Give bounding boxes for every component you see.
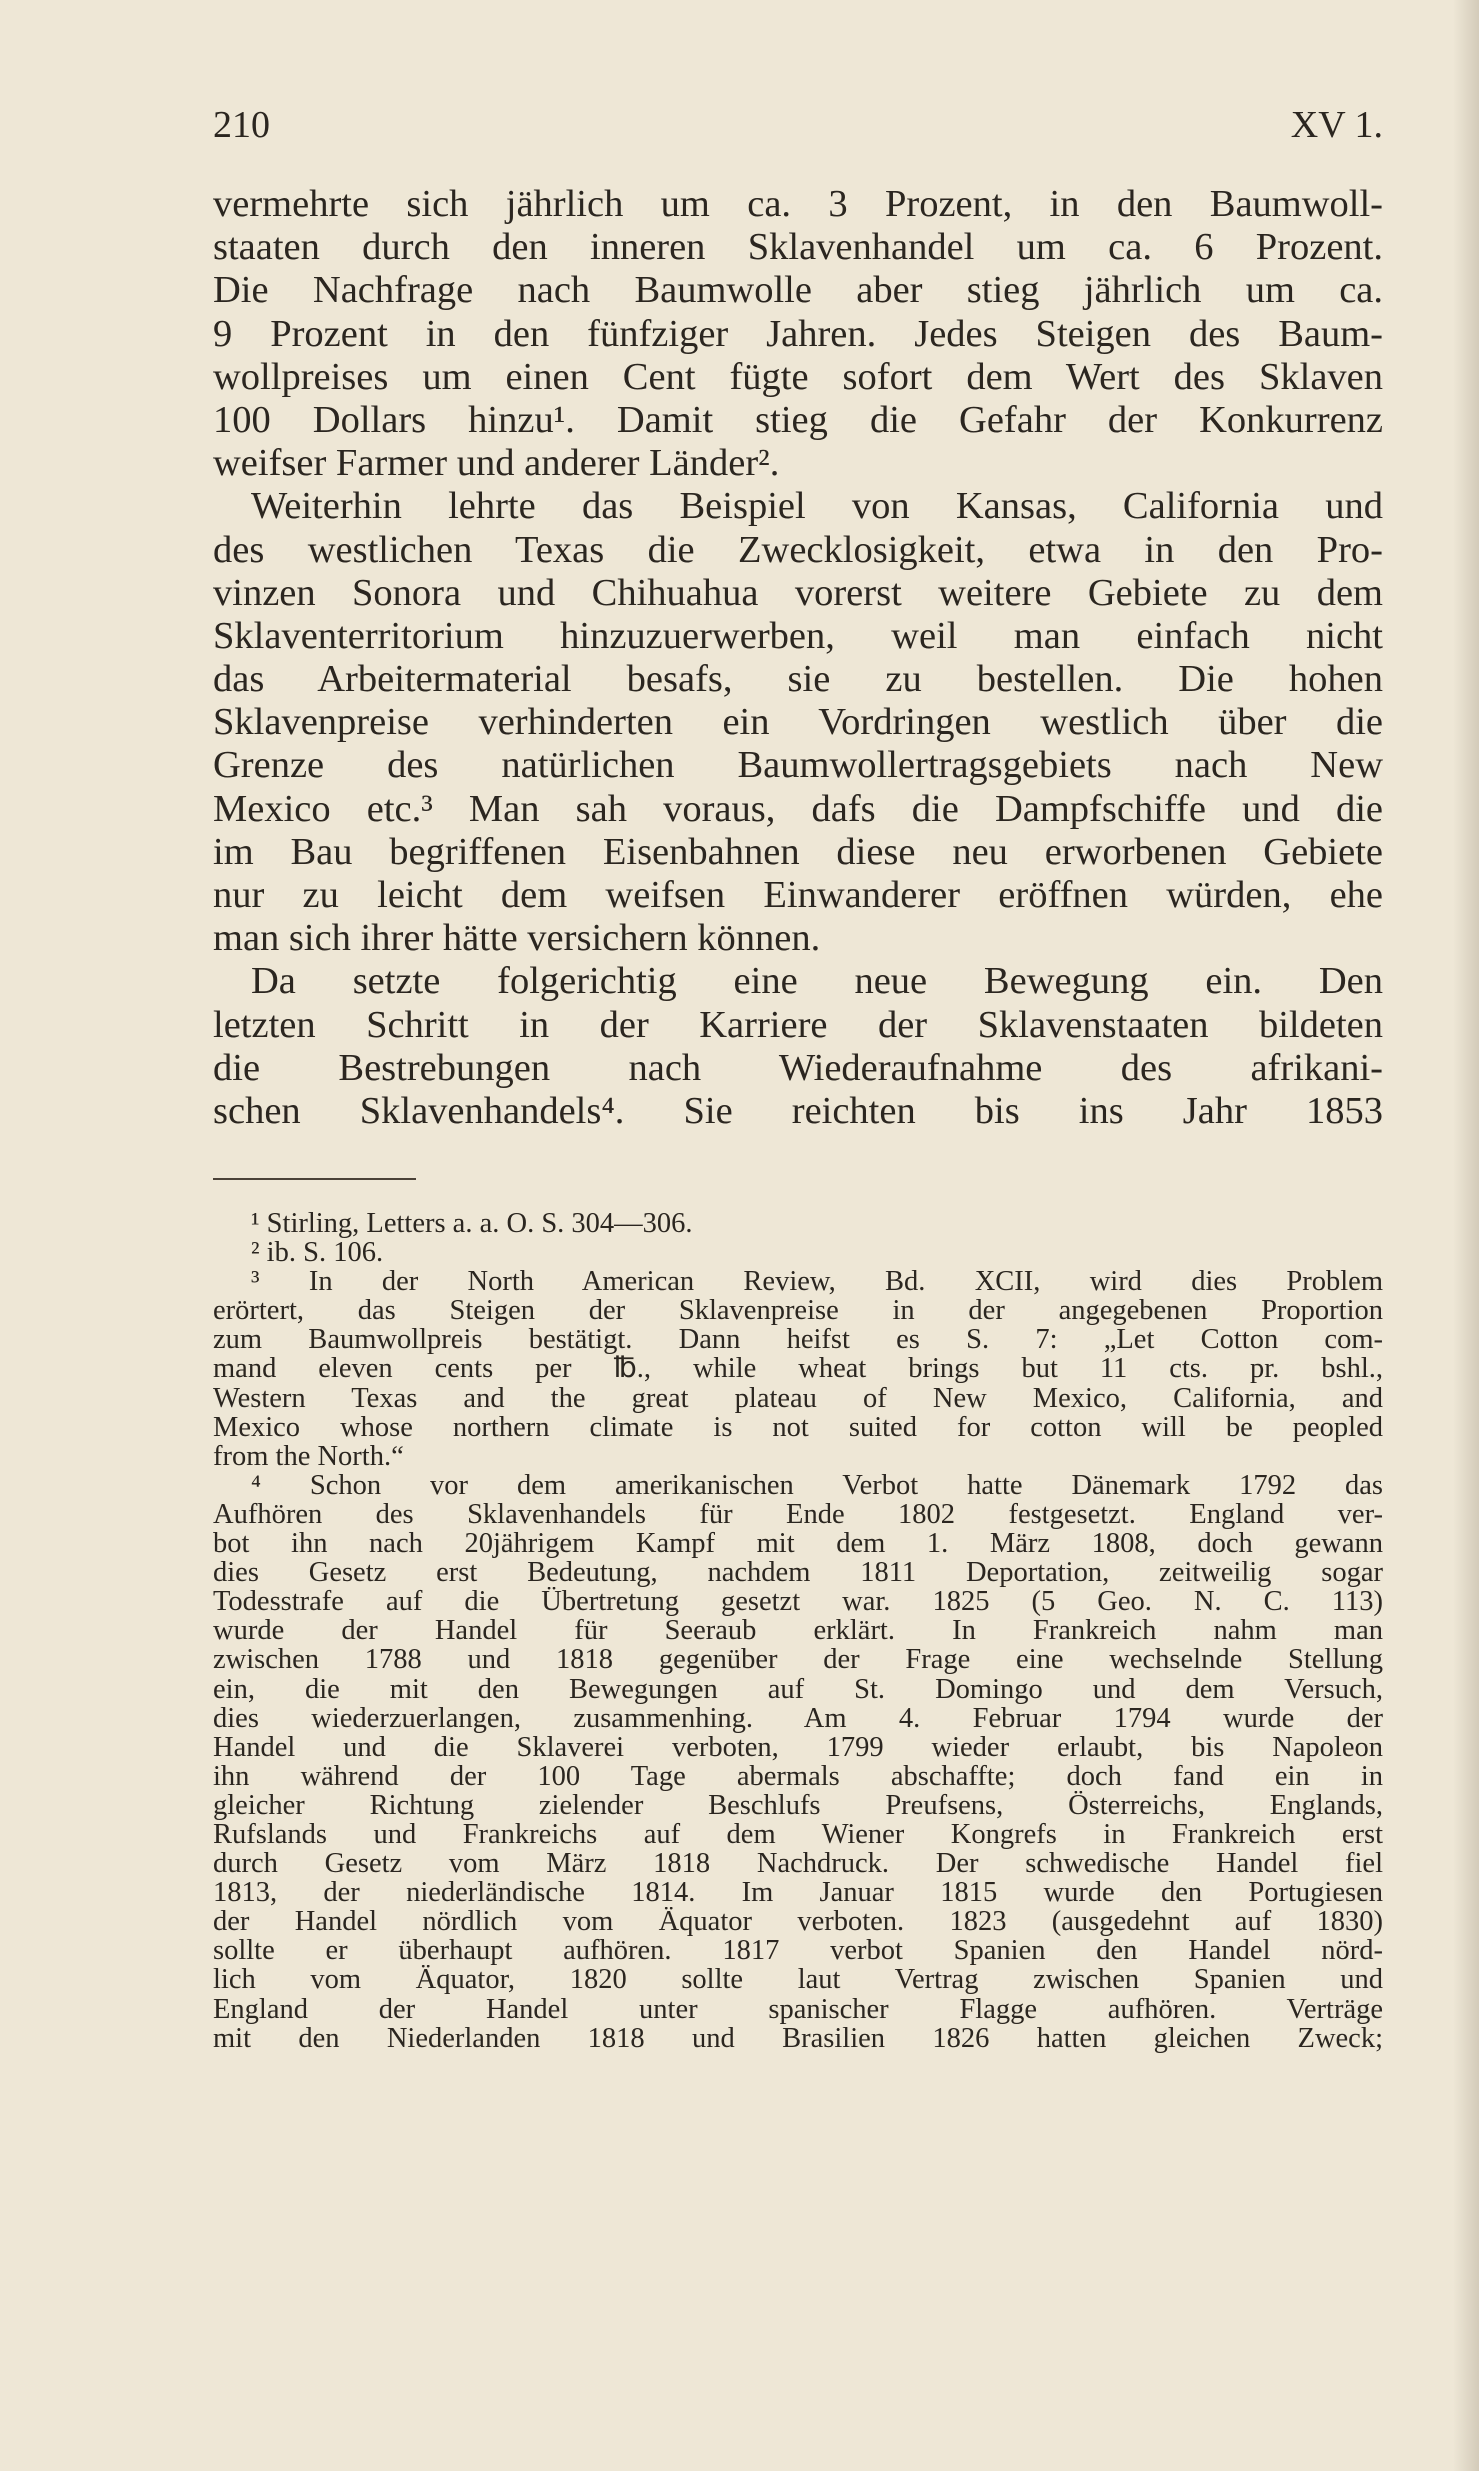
footnote-line: mit den Niederlanden 1818 und Brasilien 1826 hatten gleichen Zweck; <box>213 2023 1383 2053</box>
text-line: staaten durch den inneren Sklavenhandel um ca. 6 Prozent. <box>213 226 1383 269</box>
main-text <box>213 183 1383 1133</box>
footnote-line: zwischen 1788 und 1818 gegenüber der Frage eine wechselnde Stellung <box>213 1645 1383 1675</box>
text-line: Mexico etc.³ Man sah voraus, dafs die Dampfschiffe und die <box>213 787 1383 830</box>
footnote-line: ¹ Stirling, Letters a. a. O. S. 304—306. <box>251 1209 693 1239</box>
text-line: Die Nachfrage nach Baumwolle aber stieg jährlich um ca. <box>213 269 1383 312</box>
text-line: man sich ihrer hätte versichern können. <box>213 917 821 960</box>
text-line: Grenze des natürlichen Baumwollertragsgebiets nach New <box>213 744 1383 787</box>
text-line: des westlichen Texas die Zwecklosigkeit, etwa in den Pro- <box>213 528 1383 571</box>
footnote-line: ein, die mit den Bewegungen auf St. Domingo und dem Versuch, <box>213 1674 1383 1704</box>
footnote-divider <box>213 1178 416 1180</box>
text-line: letzten Schritt in der Karriere der Sklavenstaaten bildeten <box>213 1003 1383 1046</box>
footnote-line: Aufhören des Sklavenhandels für Ende 1802 festgesetzt. England ver- <box>213 1499 1383 1530</box>
footnote-line: sollte er überhaupt aufhören. 1817 verbot Spanien den Handel nörd- <box>213 1936 1383 1966</box>
footnote-line: mand eleven cents per ℔., while wheat brings but 11 cts. pr. bshl., <box>213 1354 1383 1384</box>
footnote-line: ⁴ Schon vor dem amerikanischen Verbot hatte Dänemark 1792 das <box>251 1470 1383 1500</box>
text-line: 100 Dollars hinzu¹. Damit stieg die Gefahr der Konkurrenz <box>213 398 1383 441</box>
footnote-line: Mexico whose northern climate is not suited for cotton will be peopled <box>213 1412 1383 1442</box>
text-line: 9 Prozent in den fünfziger Jahren. Jedes Steigen des Baum- <box>213 312 1383 355</box>
footnotes <box>213 1209 1383 2053</box>
text-line: das Arbeitermaterial besafs, sie zu bestellen. Die hohen <box>213 658 1383 701</box>
footnote-line: ³ In der North American Review, Bd. XCII, wird dies Problem <box>251 1267 1383 1297</box>
text-line: Weiterhin lehrte das Beispiel von Kansas, California und <box>251 485 1383 528</box>
footnote-line: dies Gesetz erst Bedeutung, nachdem 1811 Deportation, zeitweilig sogar <box>213 1558 1383 1588</box>
text-line: schen Sklavenhandels⁴. Sie reichten bis ins Jahr 1853 <box>213 1089 1383 1132</box>
text-line: vinzen Sonora und Chihuahua vorerst weitere Gebiete zu dem <box>213 571 1383 614</box>
section-mark: XV 1. <box>1290 104 1383 146</box>
text-line: wollpreises um einen Cent fügte sofort dem Wert des Sklaven <box>213 355 1383 398</box>
footnote-line: Handel und die Sklaverei verboten, 1799 wieder erlaubt, bis Napoleon <box>213 1732 1383 1762</box>
footnote-line: dies wiederzuerlangen, zusammenhing. Am 4. Februar 1794 wurde der <box>213 1703 1383 1733</box>
page-number: 210 <box>213 104 270 146</box>
page-edge-shadow <box>1453 0 1479 2471</box>
text-line: Sklaventerritorium hinzuzuerwerben, weil man einfach nicht <box>213 614 1383 657</box>
footnote-line: England der Handel unter spanischer Flagge aufhören. Verträge <box>213 1994 1383 2024</box>
text-line: nur zu leicht dem weifsen Einwanderer eröffnen würden, ehe <box>213 874 1383 916</box>
text-line: die Bestrebungen nach Wiederaufnahme des afrikani- <box>213 1046 1383 1089</box>
footnote-line: bot ihn nach 20jährigem Kampf mit dem 1. März 1808, doch gewann <box>213 1529 1383 1559</box>
footnote-line: Western Texas and the great plateau of New Mexico, California, and <box>213 1383 1383 1413</box>
footnote-line: from the North.“ <box>213 1441 404 1471</box>
text-line: weifser Farmer und anderer Länder². <box>213 442 780 485</box>
footnote-line: der Handel nördlich vom Äquator verboten. 1823 (ausgedehnt auf 1830) <box>213 1907 1383 1937</box>
footnote-line: durch Gesetz vom März 1818 Nachdruck. Der schwedische Handel fiel <box>213 1849 1383 1879</box>
footnote-line: ² ib. S. 106. <box>251 1238 384 1268</box>
footnote-line: Todesstrafe auf die Übertretung gesetzt war. 1825 (5 Geo. N. C. 113) <box>213 1587 1383 1617</box>
footnote-line: 1813, der niederländische 1814. Im Januar 1815 wurde den Portugiesen <box>213 1878 1383 1908</box>
text-line: Sklavenpreise verhinderten ein Vordringen westlich über die <box>213 701 1383 744</box>
footnote-line: wurde der Handel für Seeraub erklärt. In Frankreich nahm man <box>213 1616 1383 1646</box>
text-line: im Bau begriffenen Eisenbahnen diese neu erworbenen Gebiete <box>213 830 1383 873</box>
running-head <box>213 103 1383 151</box>
footnote-line: ihn während der 100 Tage abermals abschaffte; doch fand ein in <box>213 1761 1383 1791</box>
footnote-line: gleicher Richtung zielender Beschlufs Preufsens, Österreichs, Englands, <box>213 1790 1383 1820</box>
footnote-line: erörtert, das Steigen der Sklavenpreise in der angegebenen Proportion <box>213 1296 1383 1326</box>
footnote-line: zum Baumwollpreis bestätigt. Dann heifst es S. 7: „Let Cotton com- <box>213 1325 1383 1355</box>
text-line: Da setzte folgerichtig eine neue Bewegung ein. Den <box>251 960 1383 1003</box>
footnote-line: Rufslands und Frankreichs auf dem Wiener Kongrefs in Frankreich erst <box>213 1819 1383 1850</box>
text-line: vermehrte sich jährlich um ca. 3 Prozent, in den Baumwoll- <box>213 183 1383 225</box>
footnote-line: lich vom Äquator, 1820 sollte laut Vertrag zwischen Spanien und <box>213 1965 1383 1995</box>
